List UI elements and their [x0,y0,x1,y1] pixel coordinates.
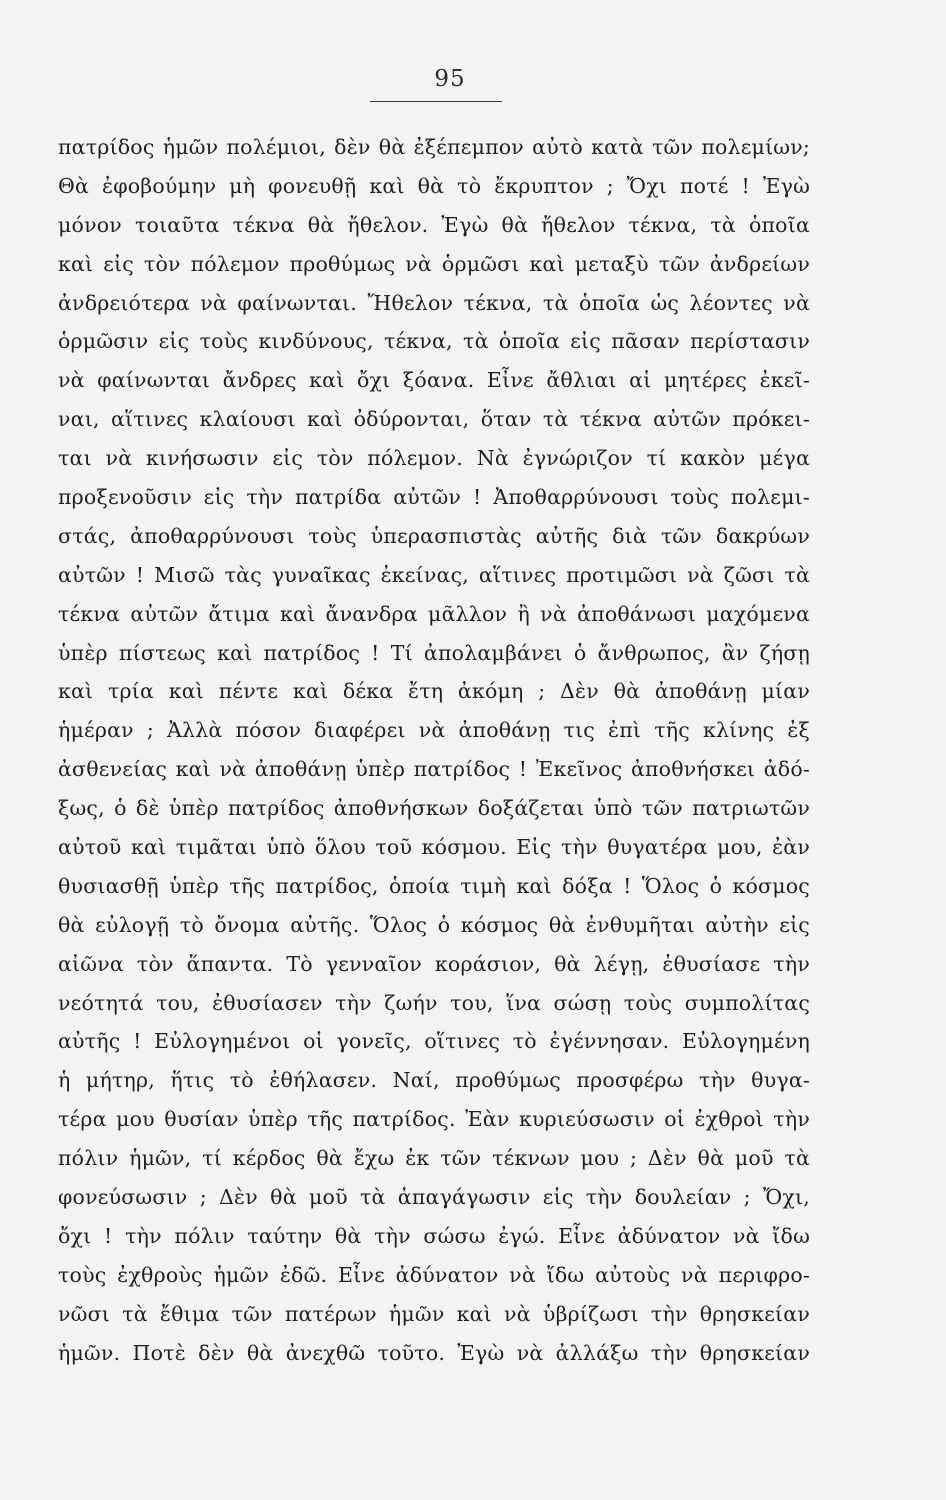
text-line: καὶ τρία καὶ πέντε καὶ δέκα ἔτη ἀκόμη ; Δὲν θὰ ἀποθάνῃ μίαν [58,679,810,704]
text-line: φονεύσωσιν ; Δὲν θὰ μοῦ τὰ ἀπαγάγωσιν εἰς τὴν δουλείαν ; Ὄχι, [58,1185,810,1210]
text-line: αὐτῶν ! Μισῶ τὰς γυναῖκας ἐκείνας, αἵτινες προτιμῶσι νὰ ζῶσι τὰ [58,562,810,587]
text-line: ὄχι ! τὴν πόλιν ταύτην θὰ τὴν σώσω ἐγώ. Εἶνε ἀδύνατον νὰ ἴδω [58,1223,810,1248]
text-line: ἀνδρειότερα νὰ φαίνωνται. Ἤθελον τέκνα, τὰ ὁποῖα ὡς λέοντες νὰ [58,290,810,315]
text-line: ναι, αἵτινες κλαίουσι καὶ ὀδύρονται, ὅταν τὰ τέκνα αὐτῶν πρόκει- [58,407,810,432]
text-line: ἡμέραν ; Ἀλλὰ πόσον διαφέρει νὰ ἀποθάνῃ τις ἐπὶ τῆς κλίνης ἐξ [58,718,810,743]
body-text [58,128,810,1373]
text-line: νῶσι τὰ ἔθιμα τῶν πατέρων ἡμῶν καὶ νὰ ὑβρίζωσι τὴν θρησκείαν [58,1301,810,1326]
text-line: Θὰ ἐφοβούμην μὴ φονευθῇ καὶ θὰ τὸ ἔκρυπτον ; Ὄχι ποτέ ! Ἐγὼ [58,173,810,198]
text-line: ἡ μήτηρ, ἥτις τὸ ἐθήλασεν. Ναί, προθύμως προσφέρω τὴν θυγα- [58,1068,810,1093]
text-line: τέρα μου θυσίαν ὑπὲρ τῆς πατρίδος. Ἐὰν κυριεύσωσιν οἱ ἐχθροὶ τὴν [58,1107,810,1132]
text-line: τέκνα αὐτῶν ἄτιμα καὶ ἄνανδρα μᾶλλον ἢ νὰ ἀποθάνωσι μαχόμενα [58,601,810,626]
text-line: θυσιασθῇ ὑπὲρ τῆς πατρίδος, ὁποία τιμὴ καὶ δόξα ! Ὅλος ὁ κόσμος [58,873,810,898]
page-number: 95 [434,66,466,92]
text-line: ται νὰ κινήσωσιν εἰς τὸν πόλεμον. Νὰ ἐγνώριζον τί κακὸν μέγα [58,446,810,471]
text-line: ὁρμῶσιν εἰς τοὺς κινδύνους, τέκνα, τὰ ὁποῖα εἰς πᾶσαν περίστασιν [58,329,810,354]
text-line: νεότητά του, ἐθυσίασεν τὴν ζωήν του, ἵνα σώσῃ τοὺς συμπολίτας [58,990,810,1015]
text-line: νὰ φαίνωνται ἄνδρες καὶ ὄχι ξόανα. Εἶνε ἄθλιαι αἱ μητέρες ἐκεῖ- [58,368,810,393]
header-rule [370,101,502,102]
text-line: αἰῶνα τὸν ἅπαντα. Τὸ γενναῖον κοράσιον, θὰ λέγῃ, ἐθυσίασε τὴν [58,951,810,976]
text-line: ὑπὲρ πίστεως καὶ πατρίδος ! Τί ἀπολαμβάνει ὁ ἄνθρωπος, ἂν ζήσῃ [58,640,810,665]
text-line: καὶ εἰς τὸν πόλεμον προθύμως νὰ ὁρμῶσι καὶ μεταξὺ τῶν ἀνδρείων [58,251,810,276]
text-line: ἡμῶν. Ποτὲ δὲν θὰ ἀνεχθῶ τοῦτο. Ἐγὼ νὰ ἀλλάξω τὴν θρησκείαν [58,1340,810,1365]
text-line: πατρίδος ἡμῶν πολέμιοι, δὲν θὰ ἐξέπεμπον αὐτὸ κατὰ τῶν πολεμίων; [58,135,810,159]
text-line: αὐτοῦ καὶ τιμᾶται ὑπὸ ὅλου τοῦ κόσμου. Εἰς τὴν θυγατέρα μου, ἐὰν [58,835,810,860]
text-line: τοὺς ἐχθροὺς ἡμῶν ἐδῶ. Εἶνε ἀδύνατον νὰ ἴδω αὐτοὺς νὰ περιφρο- [58,1262,810,1287]
text-line: ξως, ὁ δὲ ὑπὲρ πατρίδος ἀποθνήσκων δοξάζεται ὑπὸ τῶν πατριωτῶν [58,796,810,821]
text-line: αὐτῆς ! Εὐλογημένοι οἱ γονεῖς, οἵτινες τὸ ἐγέννησαν. Εὐλογημένη [58,1029,810,1054]
text-line: πόλιν ἡμῶν, τί κέρδος θὰ ἔχω ἐκ τῶν τέκνων μου ; Δὲν θὰ μοῦ τὰ [58,1146,810,1171]
text-line: μόνον τοιαῦτα τέκνα θὰ ἤθελον. Ἐγὼ θὰ ἤθελον τέκνα, τὰ ὁποῖα [58,212,810,237]
text-line: προξενοῦσιν εἰς τὴν πατρίδα αὐτῶν ! Ἀποθαρρύνουσι τοὺς πολεμι- [58,485,810,510]
text-line: θὰ εὐλογῇ τὸ ὄνομα αὐτῆς. Ὅλος ὁ κόσμος θὰ ἐνθυμῆται αὐτὴν εἰς [58,912,810,937]
text-line: ἀσθενείας καὶ νὰ ἀποθάνῃ ὑπὲρ πατρίδος ! Ἐκεῖνος ἀποθνήσκει ἀδό- [58,757,810,782]
text-line: στάς, ἀποθαρρύνουσι τοὺς ὑπερασπιστὰς αὐτῆς διὰ τῶν δακρύων [58,523,810,548]
